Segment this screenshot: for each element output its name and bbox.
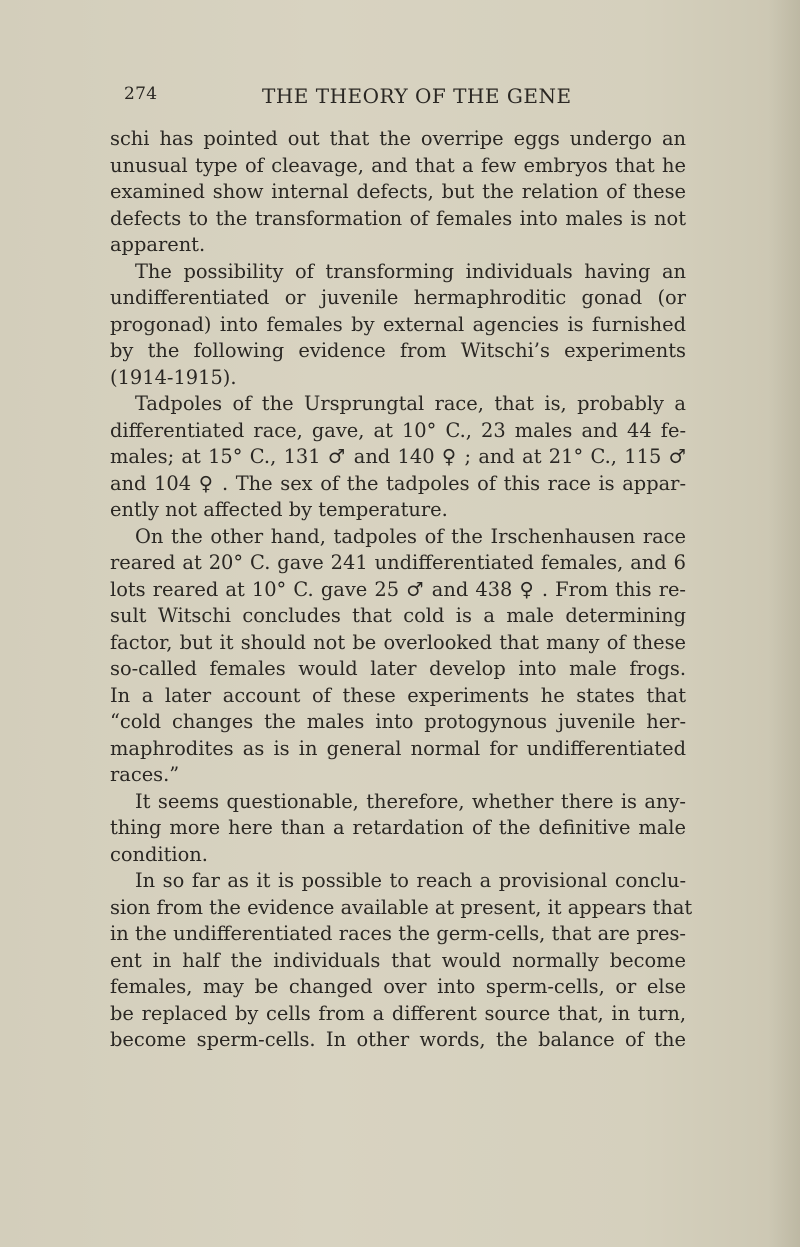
text-line: apparent. bbox=[110, 233, 206, 256]
text-line: condition. bbox=[110, 842, 208, 866]
text-line: become sperm-cells. In other words, the balance of the bbox=[110, 1028, 686, 1051]
text-line: differentiated race, gave, at 10° C., 23 males and 44 fe- bbox=[110, 418, 686, 442]
page-number: 274 bbox=[124, 84, 158, 104]
text-line: and 104 ♀ . The sex of the tadpoles of this race is appar- bbox=[110, 471, 686, 495]
text-line: On the other hand, tadpoles of the Irschenhausen race bbox=[135, 524, 686, 548]
text-line: In so far as it is possible to reach a provisional conclu- bbox=[135, 869, 686, 892]
text-line: undifferentiated or juvenile hermaphroditic gonad (or bbox=[110, 286, 686, 309]
text-line: ently not affected by temperature. bbox=[110, 498, 448, 521]
running-head bbox=[124, 84, 684, 112]
text-line: thing more here than a retardation of the definitive male bbox=[110, 816, 686, 839]
text-line: progonad) into females by external agencies is furnished bbox=[110, 312, 686, 336]
text-line: defects to the transformation of females into males is not bbox=[110, 206, 686, 230]
text-line: reared at 20° C. gave 241 undifferentiated females, and 6 bbox=[110, 551, 686, 574]
text-line: (1914-1915). bbox=[110, 365, 237, 389]
text-line: ent in half the individuals that would normally become bbox=[110, 948, 686, 972]
text-line: sult Witschi concludes that cold is a male determining bbox=[110, 604, 686, 627]
text-line: “cold changes the males into protogynous juvenile her- bbox=[110, 710, 686, 733]
text-line: The possibility of transforming individuals having an bbox=[135, 259, 686, 283]
text-line: females, may be changed over into sperm-cells, or else bbox=[110, 975, 686, 998]
text-line: sion from the evidence available at present, it appears that bbox=[110, 895, 693, 919]
text-line: be replaced by cells from a different source that, in turn, bbox=[110, 1001, 686, 1025]
text-line: in the undifferentiated races the germ-cells, that are pres- bbox=[110, 922, 686, 945]
running-title: THE THEORY OF THE GENE bbox=[262, 84, 572, 108]
text-line: In a later account of these experiments he states that bbox=[110, 683, 686, 707]
text-line: It seems questionable, therefore, whether there is any- bbox=[135, 789, 686, 813]
text-line: males; at 15° C., 131 ♂ and 140 ♀ ; and at 21° C., 115 ♂ bbox=[110, 445, 686, 468]
text-line: factor, but it should not be overlooked that many of these bbox=[110, 630, 686, 654]
text-line: schi has pointed out that the overripe eggs undergo an bbox=[110, 127, 686, 150]
text-line: lots reared at 10° C. gave 25 ♂ and 438 ♀ . From this re- bbox=[110, 577, 686, 601]
text-line: races.” bbox=[110, 763, 180, 786]
text-line: so-called females would later develop into male frogs. bbox=[110, 657, 686, 680]
text-line: Tadpoles of the Ursprungtal race, that is, probably a bbox=[135, 392, 686, 415]
text-line: unusual type of cleavage, and that a few embryos that he bbox=[110, 153, 686, 177]
text-line: examined show internal defects, but the relation of these bbox=[110, 180, 686, 203]
body-text bbox=[110, 126, 693, 1054]
text-line: by the following evidence from Witschi’s experiments bbox=[110, 339, 686, 362]
text-line: maphrodites as is in general normal for undifferentiated bbox=[110, 736, 686, 760]
